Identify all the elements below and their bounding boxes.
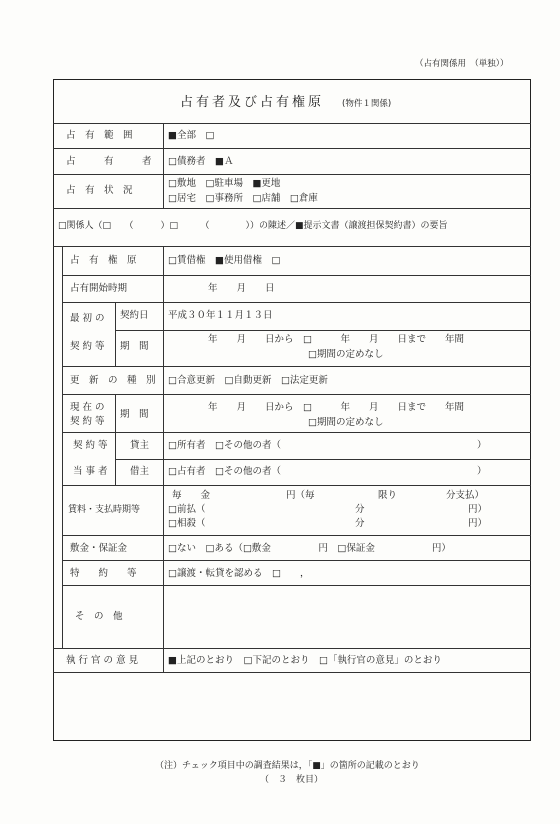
rule	[53, 648, 531, 649]
officer-label: 執 行 官 の 意 見	[66, 655, 139, 666]
rule	[115, 394, 116, 485]
rule	[163, 123, 164, 208]
rule	[53, 672, 531, 673]
first-contract-period-line-1: 年 月 日から □ 年 月 日まで 年間	[208, 334, 464, 345]
rule	[163, 246, 164, 648]
rule	[62, 535, 531, 536]
rule	[62, 560, 531, 561]
other-label: そ の 他	[75, 611, 123, 622]
rent-line-2c: 円）	[468, 504, 488, 515]
rent-line-2a: □前払（	[168, 504, 206, 515]
rule	[62, 485, 531, 486]
rule	[62, 366, 531, 367]
first-contract-period-label: 期 間	[120, 341, 149, 352]
first-contract-period-line-2: □期間の定めなし	[308, 349, 384, 360]
rent-line-3c: 円）	[468, 518, 488, 529]
rule	[62, 246, 63, 648]
rule	[163, 648, 164, 672]
related-party-line: □関係人（□ （ ）□ （ ））の陳述／■提示文書（譲渡担保契約書）の要旨	[58, 221, 448, 231]
title-right-value: □賃借権 ■使用借権 □	[168, 255, 281, 266]
lessee-close: ）	[477, 466, 487, 477]
rule	[62, 432, 531, 433]
title-right-label: 占 有 権 原	[70, 255, 137, 266]
rule	[53, 148, 531, 149]
occupant-value: □債務者 ■Ａ	[168, 156, 234, 167]
rule	[62, 585, 531, 586]
rule	[62, 394, 531, 395]
start-label: 占有開始時期	[70, 283, 128, 294]
lessee-value: □占有者 □その他の者（	[168, 466, 281, 477]
officer-value: ■上記のとおり □下記のとおり □「執行官の意見」のとおり	[168, 655, 442, 666]
header-note: （占有関係用 （単独））	[415, 59, 509, 69]
lessee-label: 借主	[130, 466, 150, 477]
rule	[53, 123, 531, 124]
rent-line-1a: 毎 金	[172, 490, 211, 501]
rent-label: 賃料・支払時期等	[68, 505, 141, 515]
occupant-label: 占 有 者	[66, 156, 152, 167]
range-value: ■全部 □	[168, 130, 215, 141]
rule	[53, 208, 531, 209]
status-label: 占 有 状 況	[66, 185, 133, 196]
special-label: 特 約 等	[70, 568, 137, 579]
renewal-value: □合意更新 □自動更新 □法定更新	[168, 375, 328, 386]
current-contract-period-line-2: □期間の定めなし	[308, 417, 384, 428]
rent-line-1c: 限り	[378, 490, 398, 501]
rule	[53, 246, 531, 247]
range-label: 占 有 範 囲	[66, 130, 133, 141]
rule	[115, 459, 531, 460]
deposit-label: 敷金・保証金	[70, 543, 128, 554]
first-contract-date-label: 契約日	[120, 310, 149, 321]
form-title-sub: (物件１関係)	[342, 99, 392, 109]
current-contract-period-line-1: 年 月 日から □ 年 月 日まで 年間	[208, 402, 464, 413]
current-contract-label-2: 契 約 等	[70, 416, 105, 427]
lessor-close: ）	[477, 440, 487, 451]
first-contract-label-1: 最 初 の	[70, 313, 105, 324]
rule	[62, 302, 531, 303]
parties-label-2: 当 事 者	[73, 466, 108, 477]
start-value: 年 月 日	[208, 283, 275, 294]
status-line-1: □敷地 □駐車場 ■更地	[168, 178, 281, 189]
rule	[53, 174, 531, 175]
rule	[62, 275, 531, 276]
rent-line-1d: 分支払）	[446, 490, 485, 501]
current-contract-period-label: 期 間	[120, 409, 149, 420]
special-value: □譲渡・転貸を認める □ ，	[168, 568, 310, 579]
lessor-value: □所有者 □その他の者（	[168, 440, 281, 451]
footer-note: （注）チェック項目中の調査結果は，「■」の箇所の記載のとおり	[155, 761, 420, 771]
footer-page: （ ３ 枚目）	[260, 775, 324, 785]
current-contract-label-1: 現 在 の	[70, 402, 105, 413]
first-contract-date-value: 平成３０年１１月１３日	[168, 310, 273, 321]
rule	[115, 302, 116, 366]
parties-label-1: 契 約 等	[73, 440, 108, 451]
first-contract-label-2: 契 約 等	[70, 341, 105, 352]
status-line-2: □居宅 □事務所 □店舗 □倉庫	[168, 193, 318, 204]
deposit-value: □ない □ある（□敷金 円 □保証金 円）	[168, 543, 451, 554]
rule	[115, 330, 531, 331]
lessor-label: 貸主	[130, 440, 150, 451]
rent-line-1b: 円（毎	[286, 490, 315, 501]
rent-line-2b: 分	[355, 504, 365, 515]
rent-line-3a: □相殺（	[168, 518, 206, 529]
rent-line-3b: 分	[355, 518, 365, 529]
form-title: 占有者及び占有権原	[180, 95, 325, 110]
renewal-label: 更 新 の 種 別	[70, 375, 156, 386]
